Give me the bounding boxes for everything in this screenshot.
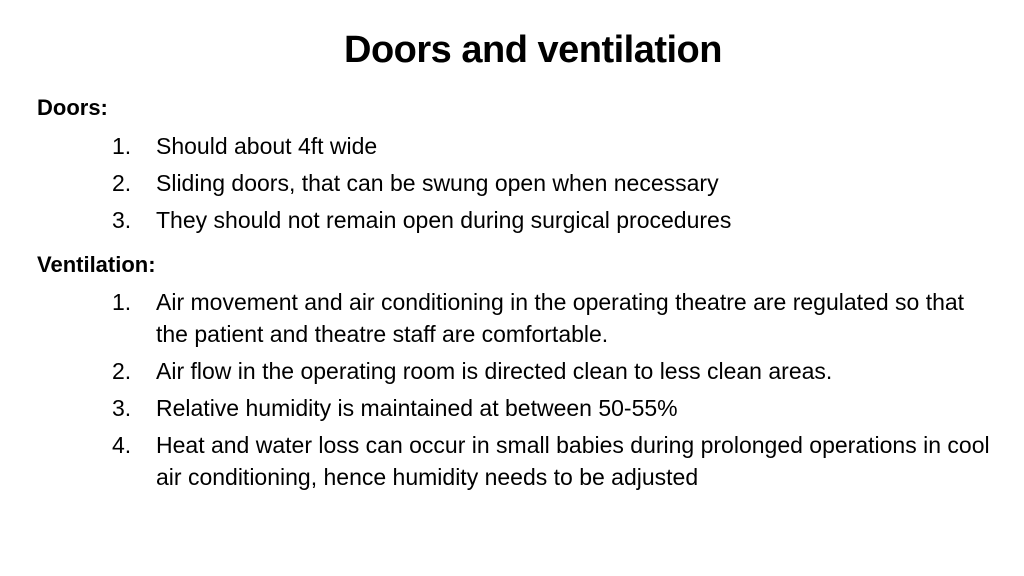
list-text: Air flow in the operating room is directed clean to less clean areas. [156, 358, 833, 384]
ventilation-item-2 [112, 355, 992, 387]
list-text: Air movement and air conditioning in the operating theatre are regulated so that the patient and theatre staff are comfortable. [156, 289, 965, 347]
doors-item-2 [112, 167, 992, 199]
ventilation-item-3 [112, 392, 992, 424]
ventilation-heading: Ventilation: [37, 252, 156, 277]
doors-item-1 [112, 130, 992, 162]
ventilation-list [112, 286, 992, 498]
list-text: Relative humidity is maintained at between 50-55% [156, 395, 678, 421]
ventilation-item-1 [112, 286, 992, 350]
list-number: 3. [112, 395, 132, 421]
list-number: 2. [112, 170, 132, 196]
list-number: 1. [112, 289, 132, 315]
list-text: Should about 4ft wide [156, 133, 378, 159]
doors-item-3 [112, 204, 992, 236]
list-number: 2. [112, 358, 132, 384]
ventilation-item-4 [112, 429, 992, 493]
list-number: 3. [112, 207, 132, 233]
list-number: 1. [112, 133, 132, 159]
doors-list [112, 130, 992, 241]
list-text: They should not remain open during surgical procedures [156, 207, 732, 233]
slide-title: Doors and ventilation [344, 29, 722, 71]
doors-heading: Doors: [37, 95, 108, 120]
list-text: Sliding doors, that can be swung open when necessary [156, 170, 719, 196]
list-text: Heat and water loss can occur in small babies during prolonged operations in cool air conditioning, hence humidity needs to be adjusted [156, 432, 990, 490]
list-number: 4. [112, 432, 132, 458]
